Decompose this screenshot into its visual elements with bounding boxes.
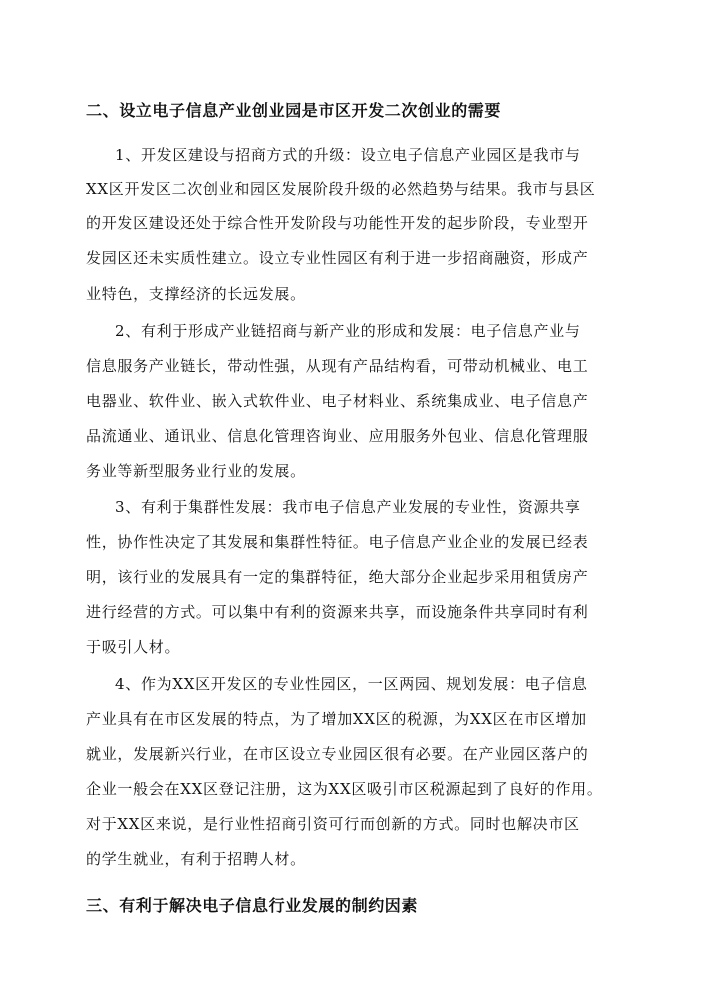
paragraph-1-line-3: 的开发区建设还处于综合性开发阶段与功能性开发的起步阶段，专业型开 [86, 214, 589, 232]
paragraph-1-line-5: 业特色，支撑经济的长远发展。 [86, 285, 306, 303]
paragraph-1-line-2: XX区开发区二次创业和园区发展阶段升级的必然趋势与结果。我市与县区 [86, 180, 596, 198]
paragraph-4-line-4: 企业一般会在XX区登记注册，这为XX区吸引市区税源起到了良好的作用。 [86, 780, 603, 798]
paragraph-3-line-3: 明，该行业的发展具有一定的集群特征，绝大部分企业起步采用租赁房产 [86, 568, 589, 586]
paragraph-2-line-1: 2、有利于形成产业链招商与新产业的形成和发展：电子信息产业与 [115, 322, 581, 340]
paragraph-2-line-2: 信息服务产业链长，带动性强，从现有产品结构看，可带动机械业、电工 [86, 357, 589, 375]
paragraph-1-line-4: 发园区还未实质性建立。设立专业性园区有利于进一步招商融资，形成产 [86, 249, 589, 267]
paragraph-4-line-3: 就业，发展新兴行业，在市区设立专业园区很有必要。在产业园区落户的 [86, 745, 589, 763]
paragraph-3-line-4: 进行经营的方式。可以集中有利的资源来共享，而设施条件共享同时有利 [86, 603, 589, 621]
paragraph-4-line-5: 对于XX区来说，是行业性招商引资可行而创新的方式。同时也解决市区 [86, 815, 580, 833]
section-3-heading: 三、有利于解决电子信息行业发展的制约因素 [86, 896, 419, 915]
paragraph-4-line-2: 产业具有在市区发展的特点，为了增加XX区的税源，为XX区在市区增加 [86, 710, 587, 728]
paragraph-4-line-6: 的学生就业，有利于招聘人材。 [86, 850, 306, 868]
paragraph-3-line-5: 于吸引人材。 [86, 638, 181, 656]
paragraph-1-line-1: 1、开发区建设与招商方式的升级：设立电子信息产业园区是我市与 [115, 146, 581, 164]
paragraph-2-line-4: 品流通业、通讯业、信息化管理咨询业、应用服务外包业、信息化管理服 [86, 427, 589, 445]
paragraph-4-line-1: 4、作为XX区开发区的专业性园区，一区两园、规划发展：电子信息 [115, 675, 588, 693]
section-2-heading: 二、设立电子信息产业创业园是市区开发二次创业的需要 [86, 101, 502, 120]
paragraph-3-line-2: 性，协作性决定了其发展和集群性特征。电子信息产业企业的发展已经表 [86, 533, 589, 551]
paragraph-2-line-5: 务业等新型服务业行业的发展。 [86, 462, 306, 480]
paragraph-2-line-3: 电器业、软件业、嵌入式软件业、电子材料业、系统集成业、电子信息产 [86, 392, 589, 410]
paragraph-3-line-1: 3、有利于集群性发展：我市电子信息产业发展的专业性，资源共享 [115, 498, 581, 516]
